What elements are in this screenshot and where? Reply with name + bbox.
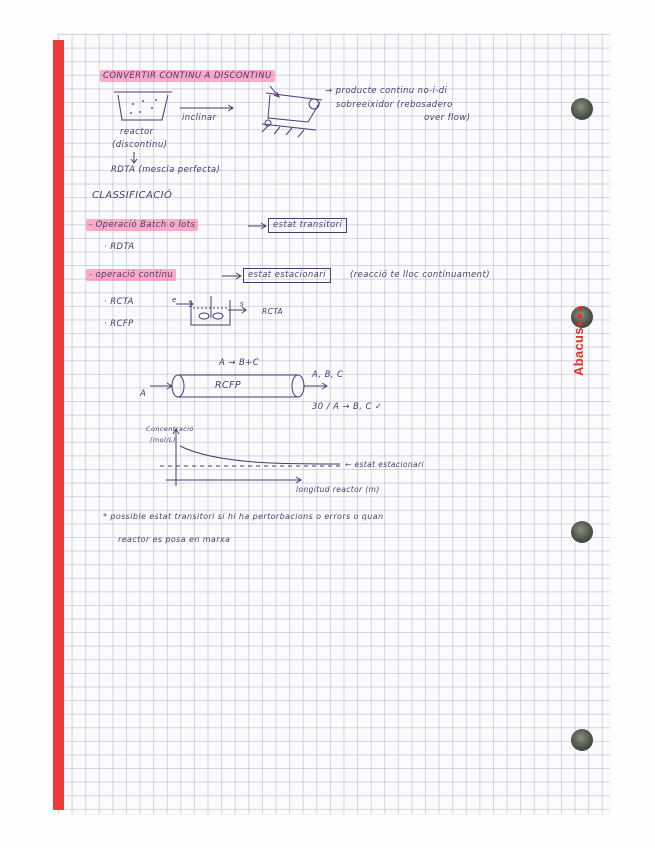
rcfp-inlet: A [140, 389, 147, 399]
footnote-line-2: reactor es posa en marxa [118, 535, 231, 544]
reactor-label: reactor [120, 127, 154, 137]
outlet-note-3: over flow) [424, 113, 471, 123]
continuous-operation: - operació continu [86, 271, 176, 280]
classification-title: CLASSIFICACIÓ [92, 190, 173, 201]
footnote-line-1: * possible estat transitori si hi ha pertorbacions o errors o quan [103, 512, 384, 521]
batch-item-rdta: · RDTA [104, 242, 135, 252]
batch-arrow [248, 223, 266, 229]
rcta-stream-in: e [172, 296, 177, 304]
graph-annotation: ← estat estacionari [345, 460, 425, 469]
concentration-graph [160, 429, 340, 486]
rcfp-outlet-note: 30 / A → B, C ✓ [312, 402, 383, 412]
rcfp-name: RCFP [215, 380, 242, 391]
rcta-stream-out: s [240, 300, 245, 308]
brand-dots: ●●● [574, 304, 586, 328]
brand-name: Abacus [571, 327, 586, 376]
rcta-sketch [176, 296, 246, 325]
continuous-state-box: estat estacionari [243, 268, 331, 283]
reaction-label: A → B+C [219, 358, 260, 368]
item-rcfp: · RCFP [104, 319, 134, 329]
section-title-convert: CONVERTIR CONTINU A DISCONTINU [100, 72, 275, 81]
tilted-reactor-sketch [262, 86, 322, 137]
inclinar-label: inclinar [182, 113, 217, 123]
graph-ylabel-2: (mol/L) [150, 436, 176, 444]
batch-operation: - Operació Batch o lots [86, 221, 198, 230]
outlet-note-1: → producte continu no-i-di [325, 86, 448, 96]
outlet-note-2: sobreeixidor (rebosadero [336, 100, 453, 110]
continuous-arrow [222, 273, 241, 279]
reactor-label-2: (discontinu) [112, 140, 168, 150]
batch-state-box: estat transitori [268, 218, 347, 233]
graph-xlabel: longitud reactor (m) [296, 485, 380, 494]
graph-ylabel-1: Concentració [146, 425, 194, 433]
inclinar-arrow [180, 105, 233, 111]
item-rcta: · RCTA [104, 297, 134, 307]
rcta-diagram-label: RCTA [262, 307, 284, 316]
rdta-result: RDTA (mescla perfecta) [111, 165, 221, 175]
rcfp-outlet: A, B, C [312, 370, 344, 380]
continuous-note: (reacció te lloc contínuament) [350, 270, 490, 280]
